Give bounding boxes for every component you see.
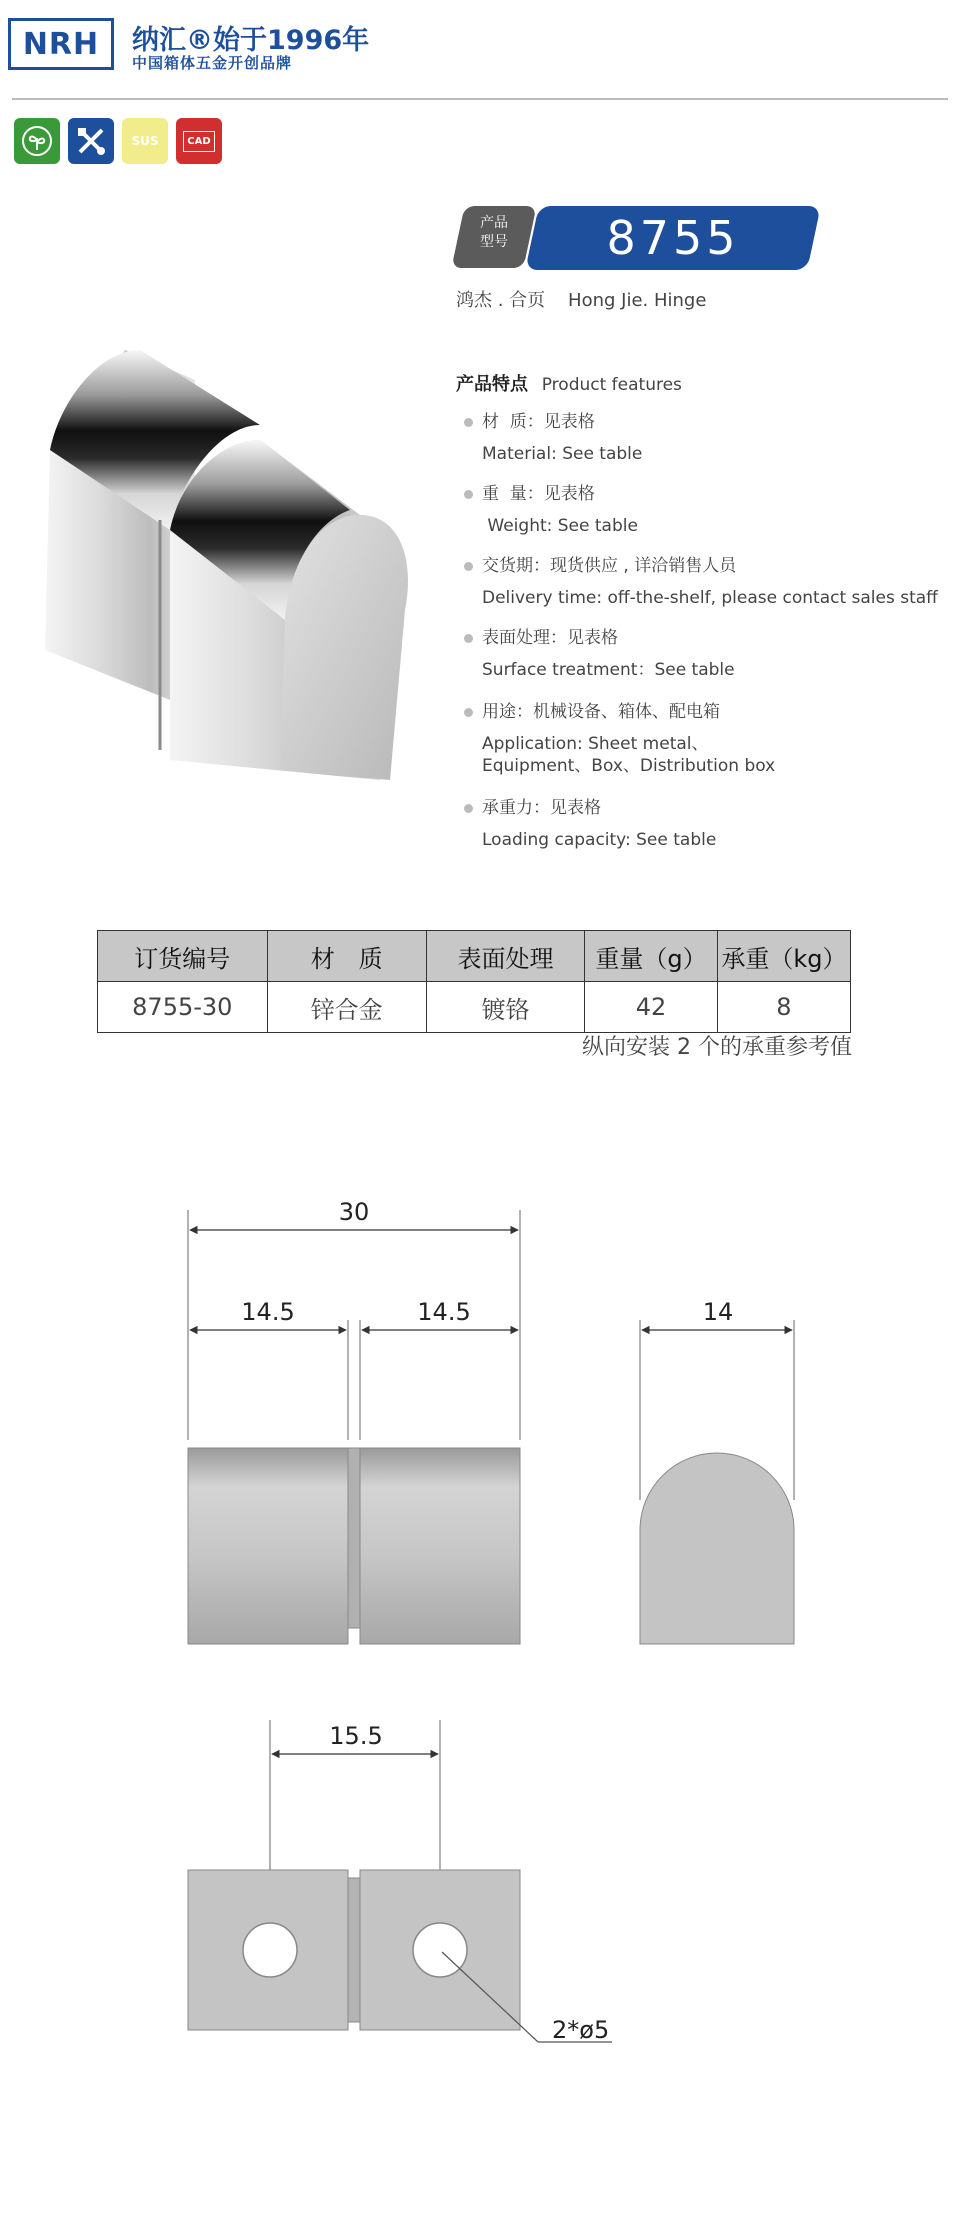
hinge-product-photo [20,330,420,800]
dim-holes: 15.5 [329,1722,383,1750]
col-material: 材 质 [267,931,426,982]
technical-drawing [0,1140,960,2080]
bullet-icon [464,418,473,427]
bullet-icon [464,634,473,643]
features-title-cn: 产品特点 [456,374,528,395]
bullet-icon [464,804,473,813]
dim-right: 14.5 [417,1298,471,1326]
bullet-icon [464,562,473,571]
mounting-hole [413,1923,467,1977]
spec-table [97,930,851,1033]
col-capacity: 承重（kg） [717,931,850,982]
model-tag-label: 产品 型号 [480,215,508,250]
model-number: 8755 [606,211,740,265]
nrh-logo[interactable] [8,18,114,70]
cell-weight: 42 [585,982,718,1033]
mounting-hole [243,1923,297,1977]
features-heading [456,370,682,396]
dim-side: 14 [702,1298,734,1326]
front-view-left-leaf [188,1448,348,1644]
table-row [98,982,851,1033]
cell-material: 锌合金 [267,982,426,1033]
dim-left: 14.5 [241,1298,295,1326]
col-order-no: 订货编号 [98,931,268,982]
cell-surface: 镀铬 [426,982,584,1033]
brand-subtitle: 中国箱体五金开创品牌 [132,54,293,72]
cad-badge-icon: CAD [176,118,222,164]
brand-slogan: 纳汇®始于1996年 [132,25,370,56]
side-view-profile [640,1453,794,1644]
bullet-icon [464,490,473,499]
logo-text: NRH [22,26,100,62]
eco-badge-icon [14,118,60,164]
product-name: 鸿杰 . 合页 Hong Jie. Hinge [456,290,707,311]
cell-capacity: 8 [717,982,850,1033]
table-note: 纵向安装 2 个的承重参考值 [582,1035,852,1060]
cell-order-no: 8755-30 [98,982,268,1033]
hole-callout: 2*ø5 [552,2016,610,2044]
sus-badge-icon: SUS [122,118,168,164]
table-header-row [98,931,851,982]
col-surface: 表面处理 [426,931,584,982]
tools-badge-icon [68,118,114,164]
header-divider [12,98,948,100]
front-view-right-leaf [360,1448,520,1644]
dim-total: 30 [338,1198,370,1226]
col-weight: 重量（g） [585,931,718,982]
bullet-icon [464,708,473,717]
features-title-en: Product features [541,375,682,395]
